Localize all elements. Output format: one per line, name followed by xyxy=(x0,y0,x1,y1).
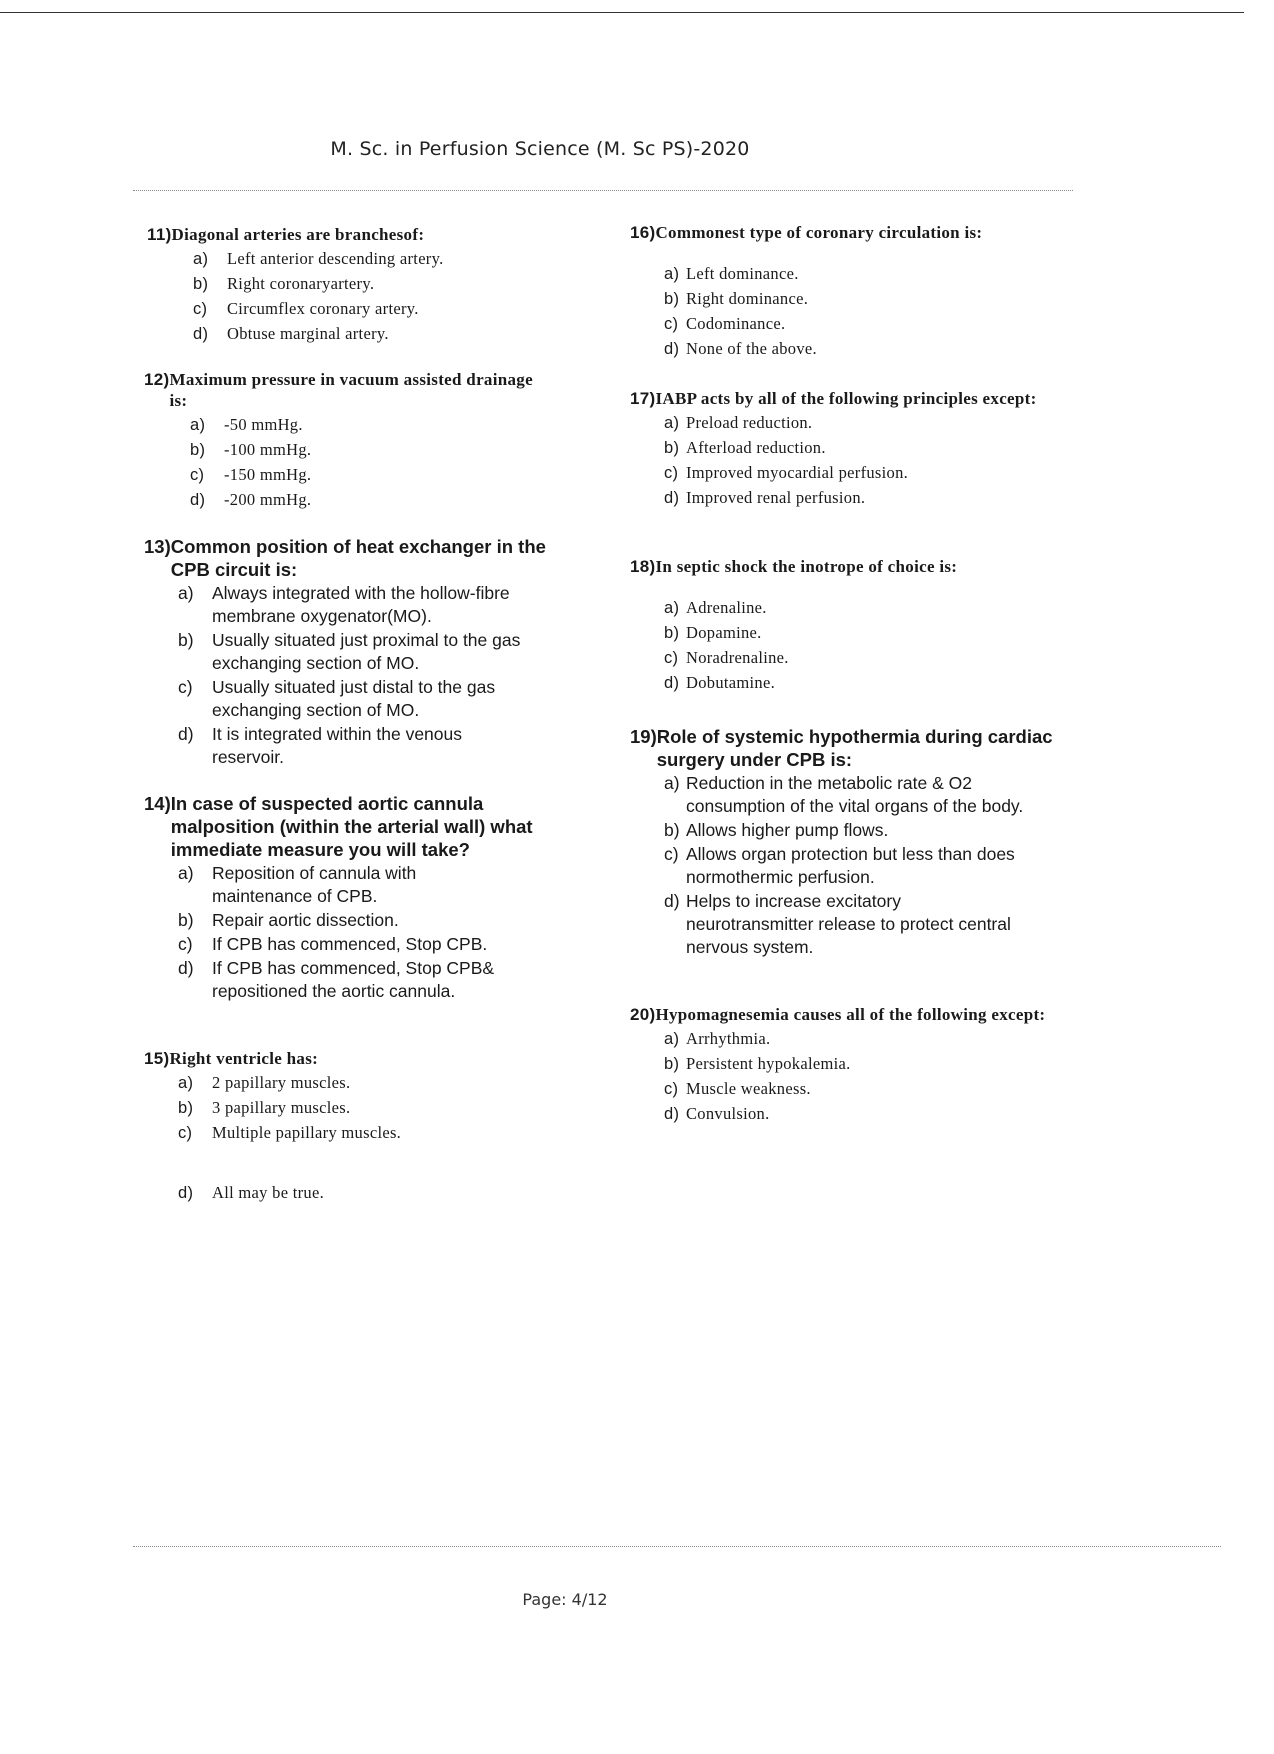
question-text: Common position of heat exchanger in the CPB circuit is: xyxy=(170,536,546,580)
option-c: c) Muscle weakness. xyxy=(664,1079,811,1098)
option-a: a) Left dominance. xyxy=(664,264,799,283)
option-b: b) Persistent hypokalemia. xyxy=(664,1054,851,1073)
option-d: d) Dobutamine. xyxy=(664,673,775,692)
question-number: 19) xyxy=(630,726,657,747)
option-c: c) Circumflex coronary artery. xyxy=(193,299,419,318)
option-c: c) -150 mmHg. xyxy=(190,465,312,484)
option-b: b) Usually situated just proximal to the gas exchanging section of MO. xyxy=(178,630,521,673)
footer-divider xyxy=(133,1546,1221,1547)
question-number: 12) xyxy=(144,370,170,389)
question-text: Maximum pressure in vacuum assisted drainage is: xyxy=(169,370,533,410)
option-b: b) Right coronaryartery. xyxy=(193,274,375,293)
question-19 xyxy=(630,725,1070,959)
question-text: In case of suspected aortic cannula malposition (within the arterial wall) what immediate measure you will take? xyxy=(170,793,533,860)
option-d: d) It is integrated within the venous reservoir. xyxy=(178,724,463,767)
option-b: b) Dopamine. xyxy=(664,623,762,642)
option-b: b) Right dominance. xyxy=(664,289,809,308)
question-text: In septic shock the inotrope of choice is: xyxy=(655,557,958,576)
question-number: 14) xyxy=(144,793,171,814)
question-text: Right ventricle has: xyxy=(169,1049,319,1068)
top-rule xyxy=(0,12,1244,13)
header-divider xyxy=(133,190,1073,191)
option-d: d) Convulsion. xyxy=(664,1104,770,1123)
option-a: a) Left anterior descending artery. xyxy=(193,249,444,268)
option-b: b) Repair aortic dissection. xyxy=(178,910,399,930)
question-number: 13) xyxy=(144,536,171,557)
question-13 xyxy=(144,535,564,769)
option-d: d) -200 mmHg. xyxy=(190,490,312,509)
option-c: c) Usually situated just distal to the gas exchanging section of MO. xyxy=(178,677,496,720)
option-a: a) Always integrated with the hollow-fibre membrane oxygenator(MO). xyxy=(178,583,510,626)
page-title: M. Sc. in Perfusion Science (M. Sc PS)-2020 xyxy=(330,138,750,160)
question-text: Hypomagnesemia causes all of the following except: xyxy=(655,1005,1046,1024)
option-d: d) Helps to increase excitatory neurotransmitter release to protect central nervous system. xyxy=(664,891,1011,957)
option-c: c) Noradrenaline. xyxy=(664,648,789,667)
page-number: Page: 4/12 xyxy=(522,1590,608,1609)
option-b: b) 3 papillary muscles. xyxy=(178,1098,351,1117)
option-c: c) Codominance. xyxy=(664,314,786,333)
question-16 xyxy=(630,222,1070,360)
question-text: Commonest type of coronary circulation is: xyxy=(655,223,983,242)
option-d: d) Obtuse marginal artery. xyxy=(193,324,389,343)
question-number: 18) xyxy=(630,557,656,576)
option-c: c) Allows organ protection but less than does normothermic perfusion. xyxy=(664,844,1015,887)
option-d: d) Improved renal perfusion. xyxy=(664,488,866,507)
option-a: a) -50 mmHg. xyxy=(190,415,303,434)
option-d: d) All may be true. xyxy=(178,1183,325,1202)
question-18 xyxy=(630,556,1070,694)
question-number: 11) xyxy=(147,225,172,244)
option-c: c) Multiple papillary muscles. xyxy=(178,1123,402,1142)
option-a: a) Preload reduction. xyxy=(664,413,813,432)
option-d: d) None of the above. xyxy=(664,339,817,358)
option-a: a) Reduction in the metabolic rate & O2 consumption of the vital organs of the body. xyxy=(664,773,1024,816)
option-d: d) If CPB has commenced, Stop CPB& repositioned the aortic cannula. xyxy=(178,958,495,1001)
option-c: c) Improved myocardial perfusion. xyxy=(664,463,909,482)
question-text: Role of systemic hypothermia during cardiac surgery under CPB is: xyxy=(656,726,1053,770)
question-11 xyxy=(147,224,567,345)
question-number: 17) xyxy=(630,389,656,408)
question-text: IABP acts by all of the following principles except: xyxy=(655,389,1037,408)
question-15 xyxy=(144,1048,564,1204)
option-a: a) 2 papillary muscles. xyxy=(178,1073,351,1092)
option-a: a) Adrenaline. xyxy=(664,598,767,617)
question-number: 15) xyxy=(144,1049,170,1068)
question-number: 20) xyxy=(630,1005,656,1024)
option-b: b) Allows higher pump flows. xyxy=(664,820,889,840)
question-17 xyxy=(630,388,1070,509)
question-number: 16) xyxy=(630,223,656,242)
question-text: Diagonal arteries are branchesof: xyxy=(171,225,425,244)
question-14 xyxy=(144,792,584,1003)
question-12 xyxy=(144,369,544,511)
option-b: b) Afterload reduction. xyxy=(664,438,826,457)
option-b: b) -100 mmHg. xyxy=(190,440,312,459)
option-c: c) If CPB has commenced, Stop CPB. xyxy=(178,934,488,954)
option-a: a) Reposition of cannula with maintenance of CPB. xyxy=(178,863,417,906)
option-a: a) Arrhythmia. xyxy=(664,1029,771,1048)
question-20 xyxy=(630,1004,1070,1125)
